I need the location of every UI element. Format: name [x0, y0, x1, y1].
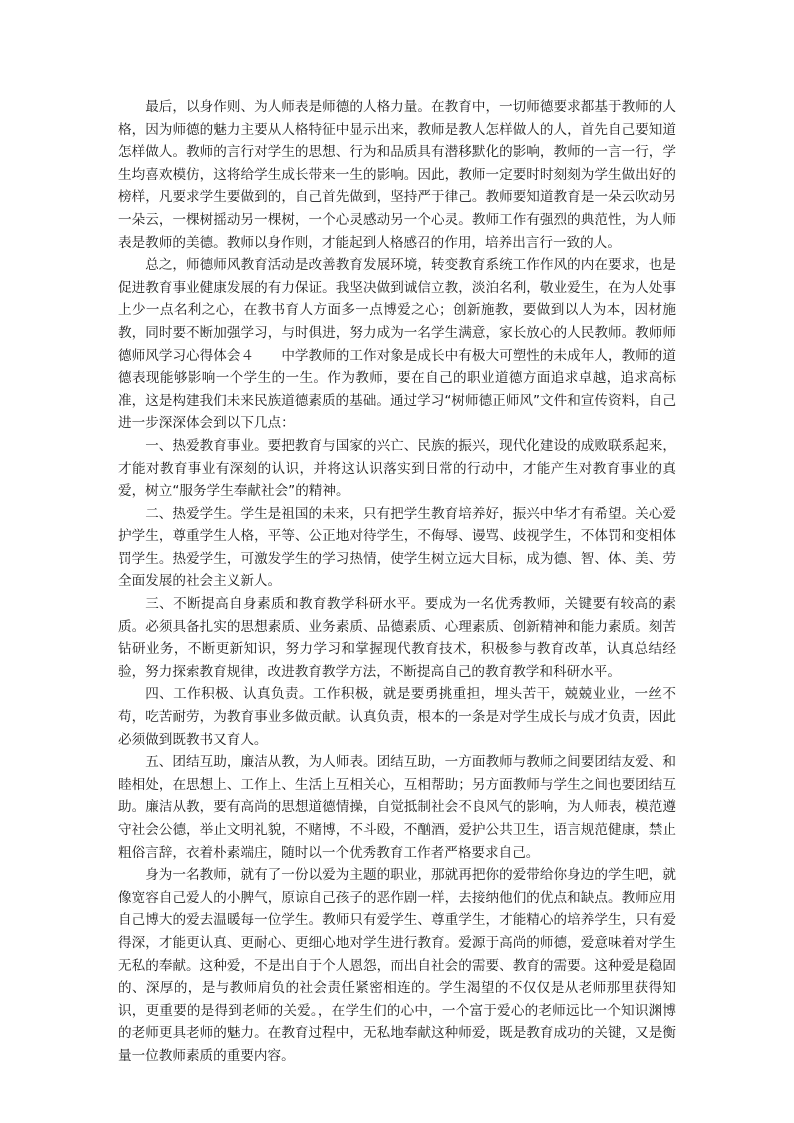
paragraph-point-five: 五、团结互助，廉洁从教，为人师表。团结互助，一方面教师与教师之间要团结友爱、和睦相处，在思想上、工作上、生活上互相关心，互相帮助；另方面教师与学生之间也要团结互助。廉洁从教，要有高尚的思想道德情操，自觉抵制社会不良风气的影响，为人师表，模范遵守社会公德，举止文明礼貌，不赌博，不斗殴，不酗酒，爱护公共卫生，语言规范健康，禁止粗俗言辞，衣着朴素端庄，随时以一个优秀教育工作者严格要求自己。	[118, 754, 676, 861]
paragraph-teacher-love: 身为一名教师，就有了一份以爱为主题的职业，那就再把你的爱带给你身边的学生吧，就像宽容自己爱人的小脾气，原谅自己孩子的恶作剧一样，去接纳他们的优点和缺点。教师应用自己博大的爱去温暖每一位学生。教师只有爱学生、尊重学生，才能精心的培养学生，只有爱得深，才能更认真、更耐心、更细心地对学生进行教育。爱源于高尚的师德，爱意味着对学生无私的奉献。这种爱，不是出自于个人恩怨，而出自社会的需要、教育的需要。这种爱是稳固的、深厚的，是与教师肩负的社会责任紧密相连的。学生渴望的不仅仅是从老师那里获得知识，更重要的是得到老师的关爱。，在学生们的心中，一个富于爱心的老师远比一个知识渊博的老师更具老师的魅力。在教育过程中，无私地奉献这种师爱，既是教育成功的关键，又是衡量一位教师素质的重要内容。	[118, 867, 676, 1064]
paragraph-point-one: 一、热爱教育事业。要把教育与国家的兴亡、民族的振兴，现代化建设的成败联系起来，才能对教育事业有深刻的认识，并将这认识落实到日常的行动中，才能产生对教育事业的真爱，树立“服务学生奉献社会”的精神。	[118, 437, 676, 500]
paragraph-summary: 总之，师德师风教育活动是改善教育发展环境，转变教育系统工作作风的内在要求，也是促进教育事业健康发展的有力保证。我坚决做到诚信立教，淡泊名利，敬业爱生，在为人处事上少一点名利之心，在教书育人方面多一点博爱之心；创新施教，要做到以人为本，因材施教，同时要不断加强学习，与时俱进，努力成为一名学生满意，家长放心的人民教师。教师师德师风学习心得体会４ 中学教师的工作对象是成长中有极大可塑性的未成年人，教师的道德表现能够影响一个学生的一生。作为教师，要在自己的职业道德方面追求卓越，追求高标准，这是构建我们未来民族道德素质的基础。通过学习“树师德正师风”文件和宣传资料，自己进一步深深体会到以下几点：	[118, 257, 676, 432]
paragraph-point-two: 二、热爱学生。学生是祖国的未来，只有把学生教育培养好，振兴中华才有希望。关心爱护学生，尊重学生人格，平等、公正地对待学生，不侮辱、谩骂、歧视学生，不体罚和变相体罚学生。热爱学生，可激发学生的学习热情，使学生树立远大目标，成为德、智、体、美、劳全面发展的社会主义新人。	[118, 505, 676, 590]
paragraph-role-model: 最后，以身作则、为人师表是师德的人格力量。在教育中，一切师德要求都基于教师的人格，因为师德的魅力主要从人格特征中显示出来，教师是教人怎样做人的人，首先自己要知道怎样做人。教师的言行对学生的思想、行为和品质具有潜移默化的影响，教师的一言一行，学生均喜欢模仿，这将给学生成长带来一生的影响。因此，教师一定要时时刻刻为学生做出好的榜样，凡要求学生要做到的，自己首先做到，坚持严于律己。教师要知道教育是一朵云吹动另一朵云，一棵树摇动另一棵树，一个心灵感动另一个心灵。教师工作有强烈的典范性，为人师表是教师的美德。教师以身作则，才能起到人格感召的作用，培养出言行一致的人。	[118, 99, 676, 251]
paragraph-point-four: 四、工作积极、认真负责。工作积极，就是要勇挑重担，埋头苦干，兢兢业业，一丝不苟，吃苦耐劳，为教育事业多做贡献。认真负责，根本的一条是对学生成长与成才负责，因此必须做到既教书又育人。	[118, 686, 676, 748]
document-body	[118, 96, 676, 1068]
paragraph-point-three: 三、不断提高自身素质和教育教学科研水平。要成为一名优秀教师，关键要有较高的素质。必须具备扎实的思想素质、业务素质、品德素质、心理素质、创新精神和能力素质。刻苦钻研业务，不断更新知识，努力学习和掌握现代教育技术，积极参与教育改革，认真总结经验，努力探索教育规律，改进教育教学方法，不断提高自己的教育教学和科研水平。	[118, 596, 676, 680]
